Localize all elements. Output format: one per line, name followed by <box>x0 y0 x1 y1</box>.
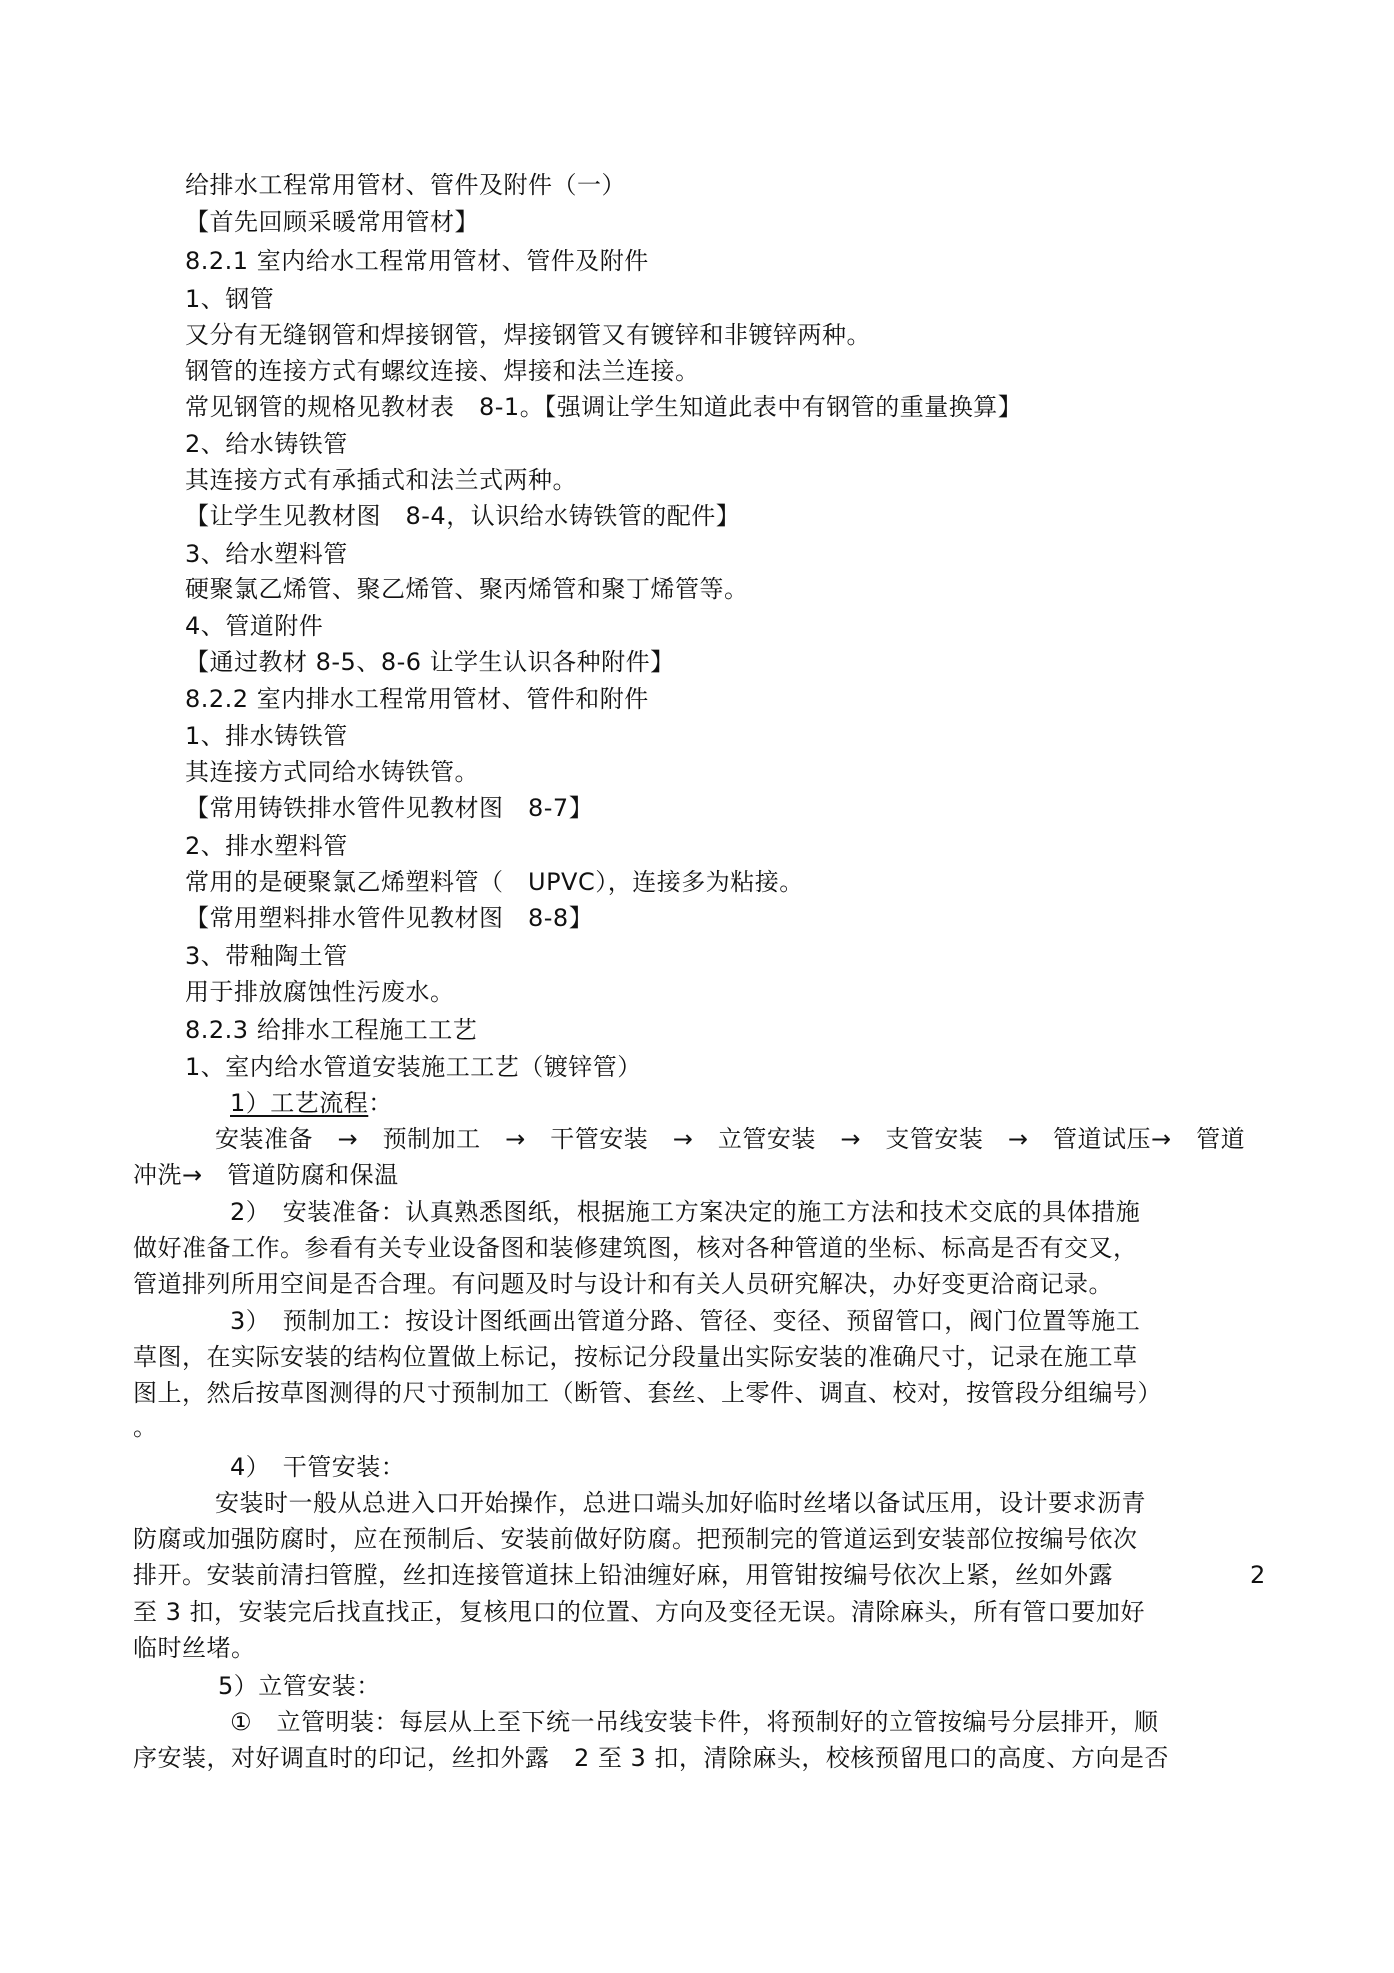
paragraph-line: 2） 安装准备：认真熟悉图纸，根据施工方案决定的施工方法和技术交底的具体措施 <box>230 1198 1141 1226</box>
paragraph-line: 草图，在实际安装的结构位置做上标记，按标记分段量出实际安装的准确尺寸，记录在施工草 <box>133 1343 1138 1371</box>
paragraph-line: 临时丝堵。 <box>133 1634 256 1662</box>
sub-heading: 5）立管安装： <box>218 1672 381 1700</box>
process-flow-line: 安装准备 → 预制加工 → 干管安装 → 立管安装 → 支管安装 → 管道试压→ 管道 <box>215 1125 1246 1153</box>
text-line: 硬聚氯乙烯管、聚乙烯管、聚丙烯管和聚丁烯管等。 <box>185 575 749 603</box>
text-line: 其连接方式有承插式和法兰式两种。 <box>185 466 577 494</box>
item-heading: 1、排水铸铁管 <box>185 722 348 750</box>
text-line: 常用的是硬聚氯乙烯塑料管（ UPVC），连接多为粘接。 <box>185 868 804 896</box>
item-heading: 1、钢管 <box>185 285 275 313</box>
paragraph-line: 序安装，对好调直时的印记，丝扣外露 2 至 3 扣，清除麻头，校核预留甩口的高度、方向是否 <box>133 1744 1169 1772</box>
item-heading: 3、带釉陶土管 <box>185 942 348 970</box>
text-line: 其连接方式同给水铸铁管。 <box>185 758 479 786</box>
paragraph-line: 排开。安装前清扫管膛，丝扣连接管道抹上铅油缠好麻，用管钳按编号依次上紧，丝如外露 <box>133 1561 1113 1589</box>
text-line: 冲洗→ 管道防腐和保温 <box>133 1161 399 1189</box>
text-line: 钢管的连接方式有螺纹连接、焊接和法兰连接。 <box>185 357 700 385</box>
paragraph-line: 3） 预制加工：按设计图纸画出管道分路、管径、变径、预留管口，阀门位置等施工 <box>230 1307 1141 1335</box>
text-line: 【首先回顾采暖常用管材】 <box>185 208 479 236</box>
paragraph-line: 至 3 扣，安装完后找直找正，复核甩口的位置、方向及变径无误。清除麻头，所有管口要加好 <box>133 1598 1146 1626</box>
colon: ： <box>368 1089 393 1117</box>
paragraph-fragment: 2 <box>1250 1561 1266 1589</box>
text-line: 常见钢管的规格见教材表 8-1。【强调让学生知道此表中有钢管的重量换算】 <box>185 393 1023 421</box>
doc-title: 给排水工程常用管材、管件及附件（一） <box>185 171 626 199</box>
paragraph-line: ① 立管明装：每层从上至下统一吊线安装卡件，将预制好的立管按编号分层排开，顺 <box>230 1708 1159 1736</box>
underlined-label: 1）工艺流程 <box>230 1089 369 1117</box>
text-line: 【常用铸铁排水管件见教材图 8-7】 <box>185 794 594 822</box>
sub-heading: 4） 干管安装： <box>230 1453 406 1481</box>
text-line: 【通过教材 8-5、8-6 让学生认识各种附件】 <box>185 648 675 676</box>
paragraph-line: 管道排列所用空间是否合理。有问题及时与设计和有关人员研究解决，办好变更洽商记录。 <box>133 1270 1113 1298</box>
text-line: 又分有无缝钢管和焊接钢管，焊接钢管又有镀锌和非镀锌两种。 <box>185 321 871 349</box>
section-heading: 8.2.3 给排水工程施工工艺 <box>185 1016 478 1044</box>
item-heading: 2、给水铸铁管 <box>185 430 348 458</box>
paragraph-line: 图上，然后按草图测得的尺寸预制加工（断管、套丝、上零件、调直、校对，按管段分组编号） <box>133 1379 1162 1407</box>
paragraph-line: 安装时一般从总进入口开始操作，总进口端头加好临时丝堵以备试压用，设计要求沥青 <box>215 1489 1146 1517</box>
item-heading: 4、管道附件 <box>185 612 324 640</box>
text-line: 用于排放腐蚀性污废水。 <box>185 978 455 1006</box>
paragraph-line: 防腐或加强防腐时，应在预制后、安装前做好防腐。把预制完的管道运到安装部位按编号依次 <box>133 1525 1138 1553</box>
text-line: 【常用塑料排水管件见教材图 8-8】 <box>185 904 594 932</box>
paragraph-line: 。 <box>133 1413 158 1441</box>
item-heading: 2、排水塑料管 <box>185 832 348 860</box>
sub-heading-process-flow <box>230 1088 393 1118</box>
item-heading: 1、室内给水管道安装施工工艺（镀锌管） <box>185 1053 642 1081</box>
item-heading: 3、给水塑料管 <box>185 540 348 568</box>
text-line: 【让学生见教材图 8-4，认识给水铸铁管的配件】 <box>185 502 741 530</box>
section-heading: 8.2.1 室内给水工程常用管材、管件及附件 <box>185 247 649 275</box>
section-heading: 8.2.2 室内排水工程常用管材、管件和附件 <box>185 685 649 713</box>
paragraph-line: 做好准备工作。参看有关专业设备图和装修建筑图，核对各种管道的坐标、标高是否有交叉， <box>133 1234 1138 1262</box>
